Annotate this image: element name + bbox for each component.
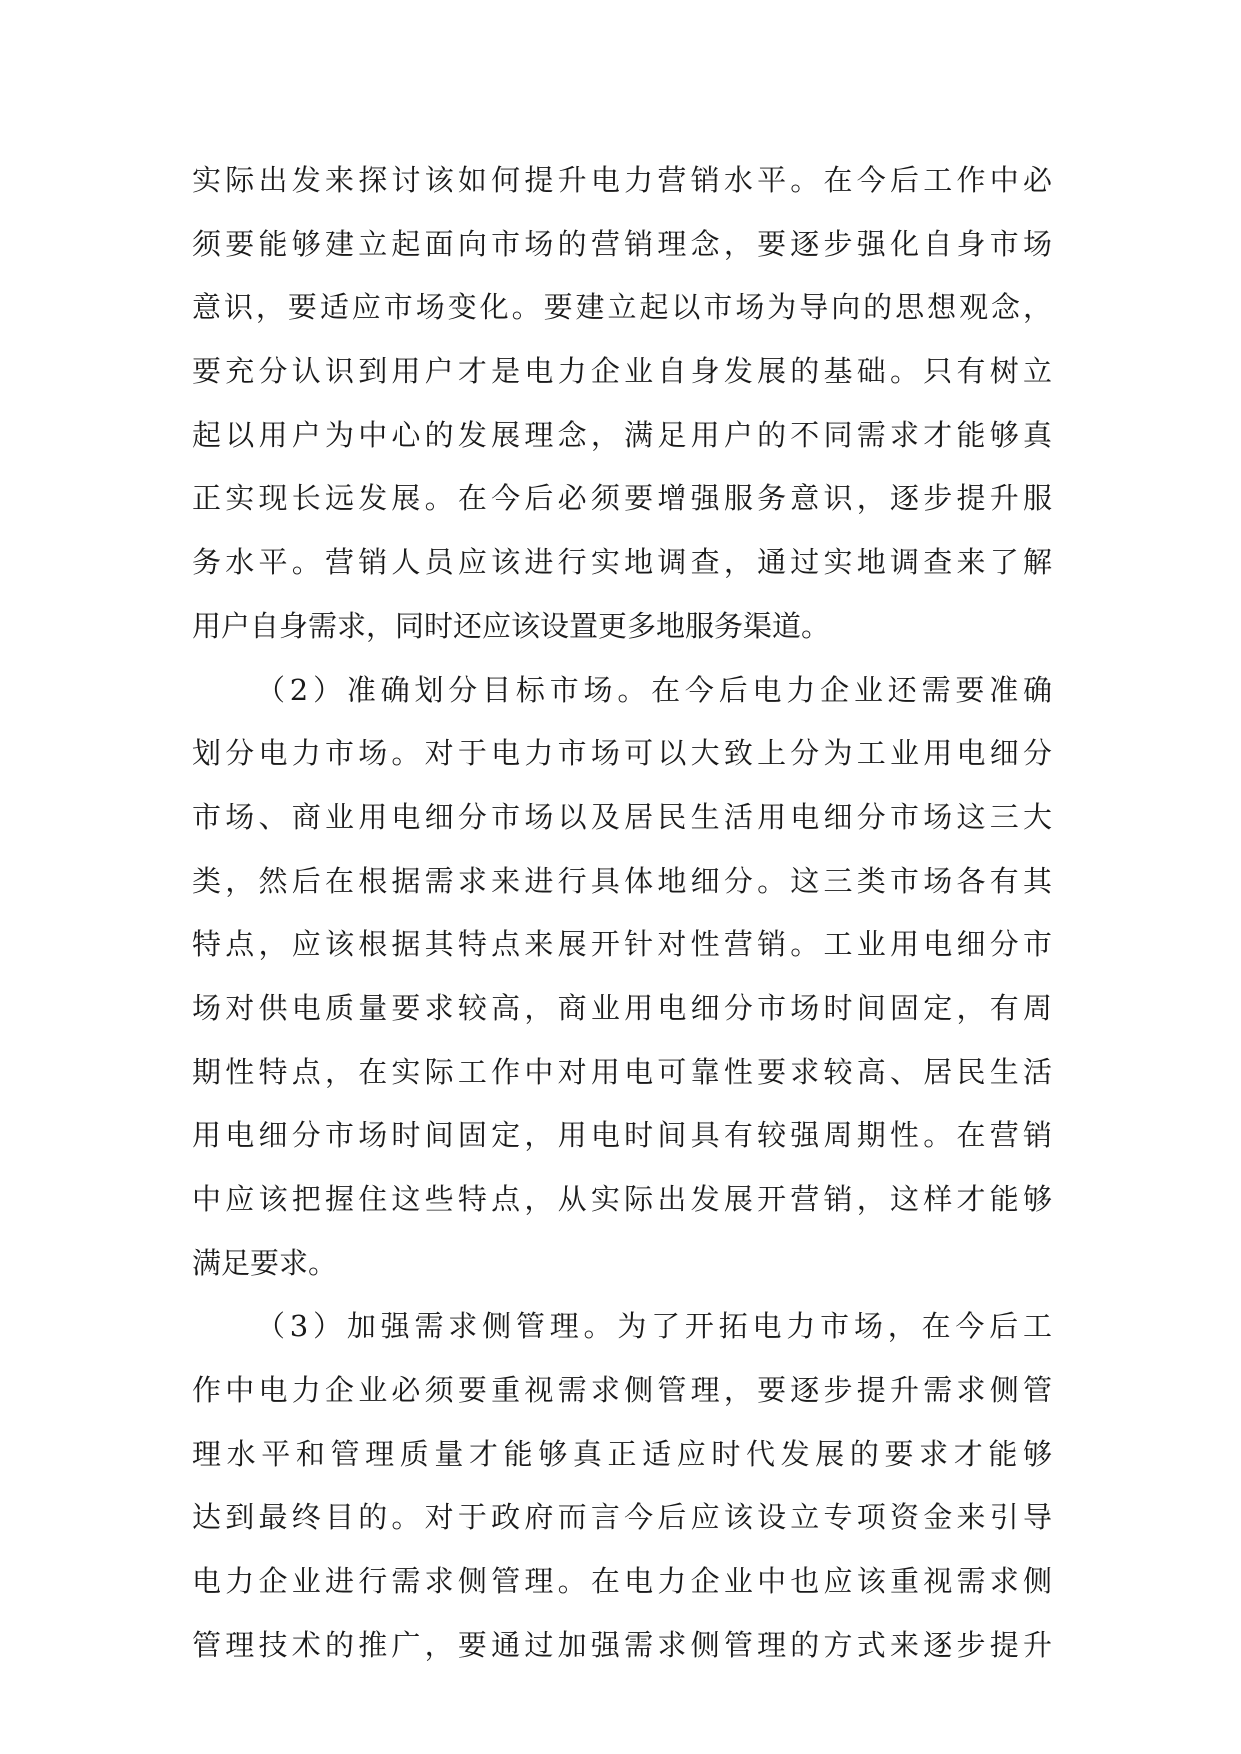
text-line: 意识，要适应市场变化。要建立起以市场为导向的思想观念，	[192, 290, 1052, 325]
text-line: 中应该把握住这些特点，从实际出发展开营销，这样才能够	[192, 1182, 1052, 1216]
text-line: 管理技术的推广，要通过加强需求侧管理的方式来逐步提升	[192, 1627, 1052, 1662]
text-line: 实际出发来探讨该如何提升电力营销水平。在今后工作中必	[192, 163, 1052, 197]
text-line: 满足要求。	[192, 1245, 338, 1280]
text-line: 理水平和管理质量才能够真正适应时代发展的要求才能够	[192, 1436, 1052, 1471]
text-line: 期性特点，在实际工作中对用电可靠性要求较高、居民生活	[192, 1054, 1052, 1089]
text-line: 场对供电质量要求较高，商业用电细分市场时间固定，有周	[192, 990, 1052, 1025]
text-line: 特点，应该根据其特点来展开针对性营销。工业用电细分市	[192, 927, 1052, 962]
body-text	[192, 149, 1052, 1678]
text-line: 作中电力企业必须要重视需求侧管理，要逐步提升需求侧管	[192, 1373, 1052, 1408]
text-line: 要充分认识到用户才是电力企业自身发展的基础。只有树立	[192, 354, 1052, 389]
text-line: 类，然后在根据需求来进行具体地细分。这三类市场各有其	[192, 863, 1052, 898]
text-line: 起以用户为中心的发展理念，满足用户的不同需求才能够真	[192, 417, 1052, 452]
text-line: 电力企业进行需求侧管理。在电力企业中也应该重视需求侧	[192, 1564, 1052, 1599]
paragraph-intro-continuation	[192, 149, 1052, 659]
paragraph-item-3	[192, 1295, 1052, 1677]
text-line: （3）加强需求侧管理。为了开拓电力市场，在今后工	[256, 1309, 1052, 1344]
paragraph-item-2	[192, 659, 1052, 1296]
text-line: 务水平。营销人员应该进行实地调查，通过实地调查来了解	[192, 545, 1052, 580]
text-line: 须要能够建立起面向市场的营销理念，要逐步强化自身市场	[192, 226, 1052, 261]
text-line: 用户自身需求，同时还应该设置更多地服务渠道。	[192, 608, 831, 643]
text-line: （2）准确划分目标市场。在今后电力企业还需要准确	[256, 672, 1052, 707]
text-line: 市场、商业用电细分市场以及居民生活用电细分市场这三大	[192, 799, 1052, 834]
text-line: 正实现长远发展。在今后必须要增强服务意识，逐步提升服	[192, 481, 1052, 516]
text-line: 达到最终目的。对于政府而言今后应该设立专项资金来引导	[192, 1500, 1052, 1535]
text-line: 用电细分市场时间固定，用电时间具有较强周期性。在营销	[192, 1118, 1052, 1153]
text-line: 划分电力市场。对于电力市场可以大致上分为工业用电细分	[192, 736, 1052, 771]
